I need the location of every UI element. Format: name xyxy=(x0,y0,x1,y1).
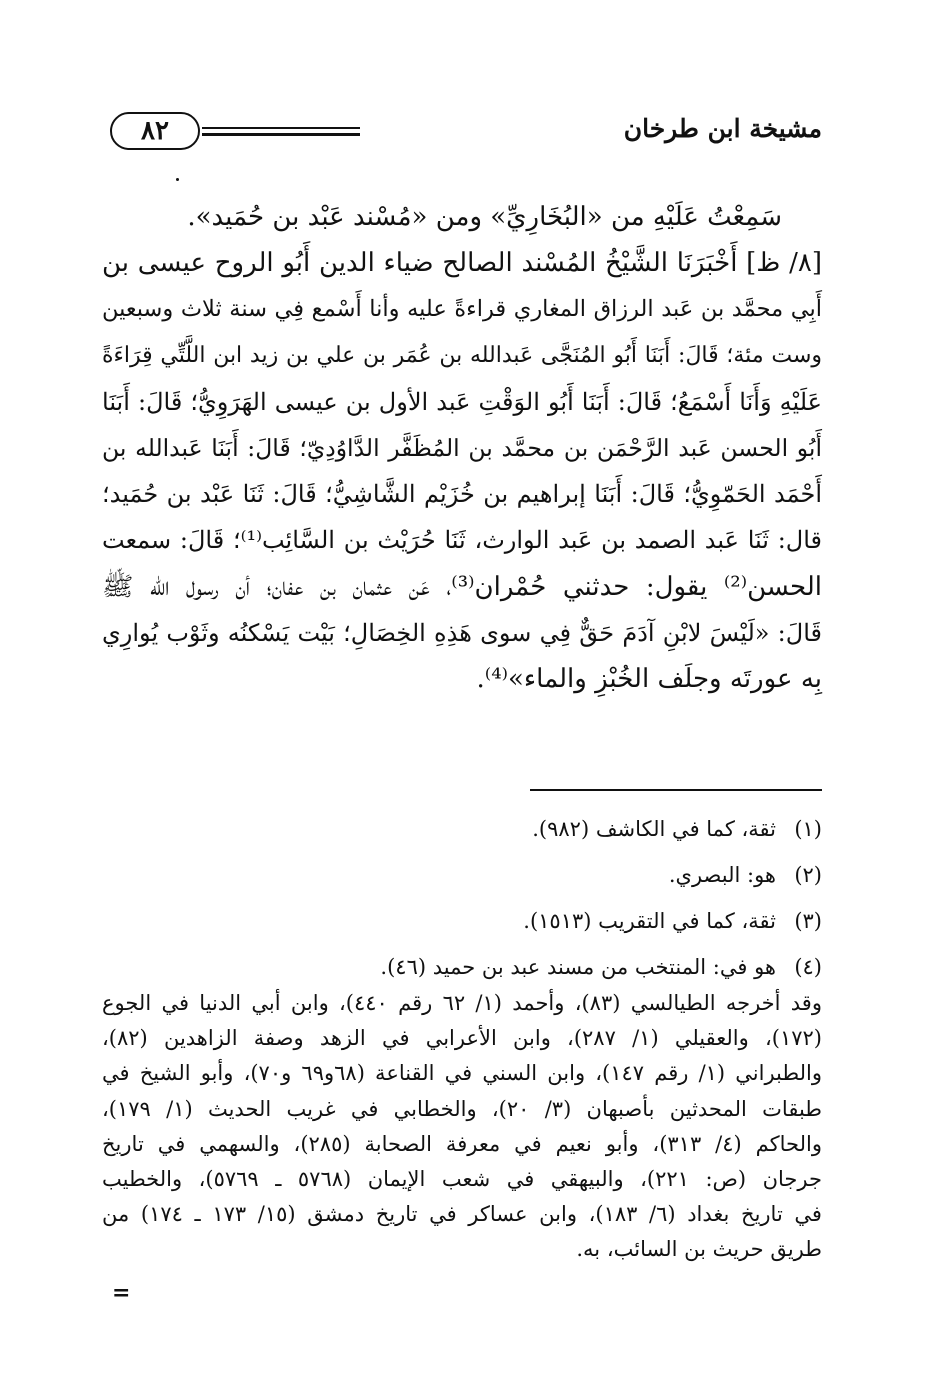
footnote-line: في تاريخ بغداد (٦/ ١٨٣)، وابن عساكر في تاريخ دمشق (١٥/ ١٧٣ ـ ١٧٤) من xyxy=(102,1202,822,1227)
text-line: [٨/ ظ] أَخْبَرَنَا الشَّيْخُ المُسْند الصالح ضياء الدين أَبُو الروح عيسى بن xyxy=(102,248,822,279)
footnote-text: هو في: المنتخب من مسند عبد بن حميد (٤٦). xyxy=(380,955,776,979)
footnote-line: والطبراني (١/ رقم ١٤٧)، وابن السني في القناعة (٦٨و٦٩ و٧٠)، وأبو الشيخ في xyxy=(102,1061,822,1086)
main-text xyxy=(102,194,822,702)
text-line: وست مئة؛ قَالَ: أَبَنَا أَبُو المُنَجَّى عَبدالله بن عُمَر بن علي بن زيد ابن اللَّتِّي قِرَاءَةً xyxy=(102,342,823,368)
footnote-text: ثقة، كما في التقريب (١٥١٣). xyxy=(523,909,776,933)
page-number: ٨٢ xyxy=(110,112,200,150)
text-line: عَلَيْهِ وَأَنَا أَسْمَعُ؛ قَالَ: أَبَنَا أَبُو الوَقْتِ عَبد الأول بن عيسى الهَرَوِيُّ؛ قَالَ: أَبَنَا xyxy=(102,387,822,416)
footnote xyxy=(102,944,822,990)
text-line: قال: ثَنَا عَبد الصمد بن عَبد الوارث، ثَنَا حُرَيْث بن السَّائِب⁽¹⁾؛ قَالَ: سمعت xyxy=(102,526,822,555)
header-rule-thick xyxy=(202,133,360,136)
text-line: قَالَ: «لَيْسَ لابْنِ آدَمَ حَقٌّ فِي سوى هَذِهِ الخِصَالِ؛ بَيْت يَسْكنُه وثَوْب يُوارِي xyxy=(102,618,822,647)
footnote-number: (٣) xyxy=(794,909,822,933)
text-line: بِه عورتَه وجلَف الخُبْزِ والماء»⁽⁴⁾. xyxy=(476,663,822,694)
footnote-line: وقد أخرجه الطيالسي (٨٣)، وأحمد (١/ ٦٢ رقم ٤٤٠)، وابن أبي الدنيا في الجوع xyxy=(102,991,822,1015)
header-rule xyxy=(202,127,360,129)
ink-speck xyxy=(176,178,179,181)
footnote-line: (١٧٢)، والعقيلي (١/ ٢٨٧)، وابن الأعرابي في الزهد وصفة الزاهدين (٨٢)، xyxy=(102,1026,822,1051)
footnote xyxy=(102,806,822,852)
text-line: أَبِي محمَّد بن عَبد الرزاق المغاري قراءةً عليه وأنا أَسْمع فِي سنة ثلاث وسبعين xyxy=(102,296,822,323)
text-line: الحسن⁽²⁾ يقول: حدثني حُمْران⁽³⁾، عَن عثمان بن عفان؛ أن رسول الله ﷺ xyxy=(102,571,822,602)
footnote-number: (١) xyxy=(794,817,822,841)
footnote-text: هو: البصري. xyxy=(668,863,776,887)
text-line: أَبُو الحسن عَبد الرَّحْمَن بن محمَّد بن المُظَفَّر الدَّاوُدِيّ؛ قَالَ: أَبَنَا عَبدالله بن xyxy=(102,433,822,462)
footnote-separator xyxy=(530,789,822,791)
footnote-text: ثقة، كما في الكاشف (٩٨٢). xyxy=(532,817,776,841)
footnote-line: جرجان (ص: ٢٢١)، والبيهقي في شعب الإيمان (٥٧٦٨ ـ ٥٧٦٩)، والخطيب xyxy=(102,1166,822,1191)
footnote-line: طبقات المحدثين بأصبهان (٣/ ٢٠)، والخطابي في غريب الحديث (١/ ١٧٩)، xyxy=(102,1096,822,1121)
page-header xyxy=(102,108,822,152)
footnote-line: طريق حريث بن السائب، به. xyxy=(576,1237,822,1262)
footnote-number: (٢) xyxy=(794,863,822,887)
footnote-continuation xyxy=(102,986,822,1268)
continuation-mark: = xyxy=(112,1280,131,1306)
footnote-line: والحاكم (٤/ ٣١٣)، وأبو نعيم في معرفة الصحابة (٢٨٥)، والسهمي في تاريخ xyxy=(102,1131,822,1156)
footnote xyxy=(102,898,822,944)
running-title: مشيخة ابن طرخان xyxy=(623,114,822,143)
footnote-number: (٤) xyxy=(794,955,822,979)
text-line: سَمِعْتُ عَلَيْهِ من «البُخَارِيِّ» ومن «مُسْند عَبْد بن حُمَيد». xyxy=(187,202,782,232)
text-line: أَحْمَد الحَمّوِيُّ؛ قَالَ: أَبَنَا إبراهيم بن خُزَيْم الشَّاشِيُّ؛ قَالَ: ثَنَا عَبْد بن حُمَيد؛ xyxy=(102,480,822,509)
footnote xyxy=(102,852,822,898)
footnotes xyxy=(102,806,822,990)
